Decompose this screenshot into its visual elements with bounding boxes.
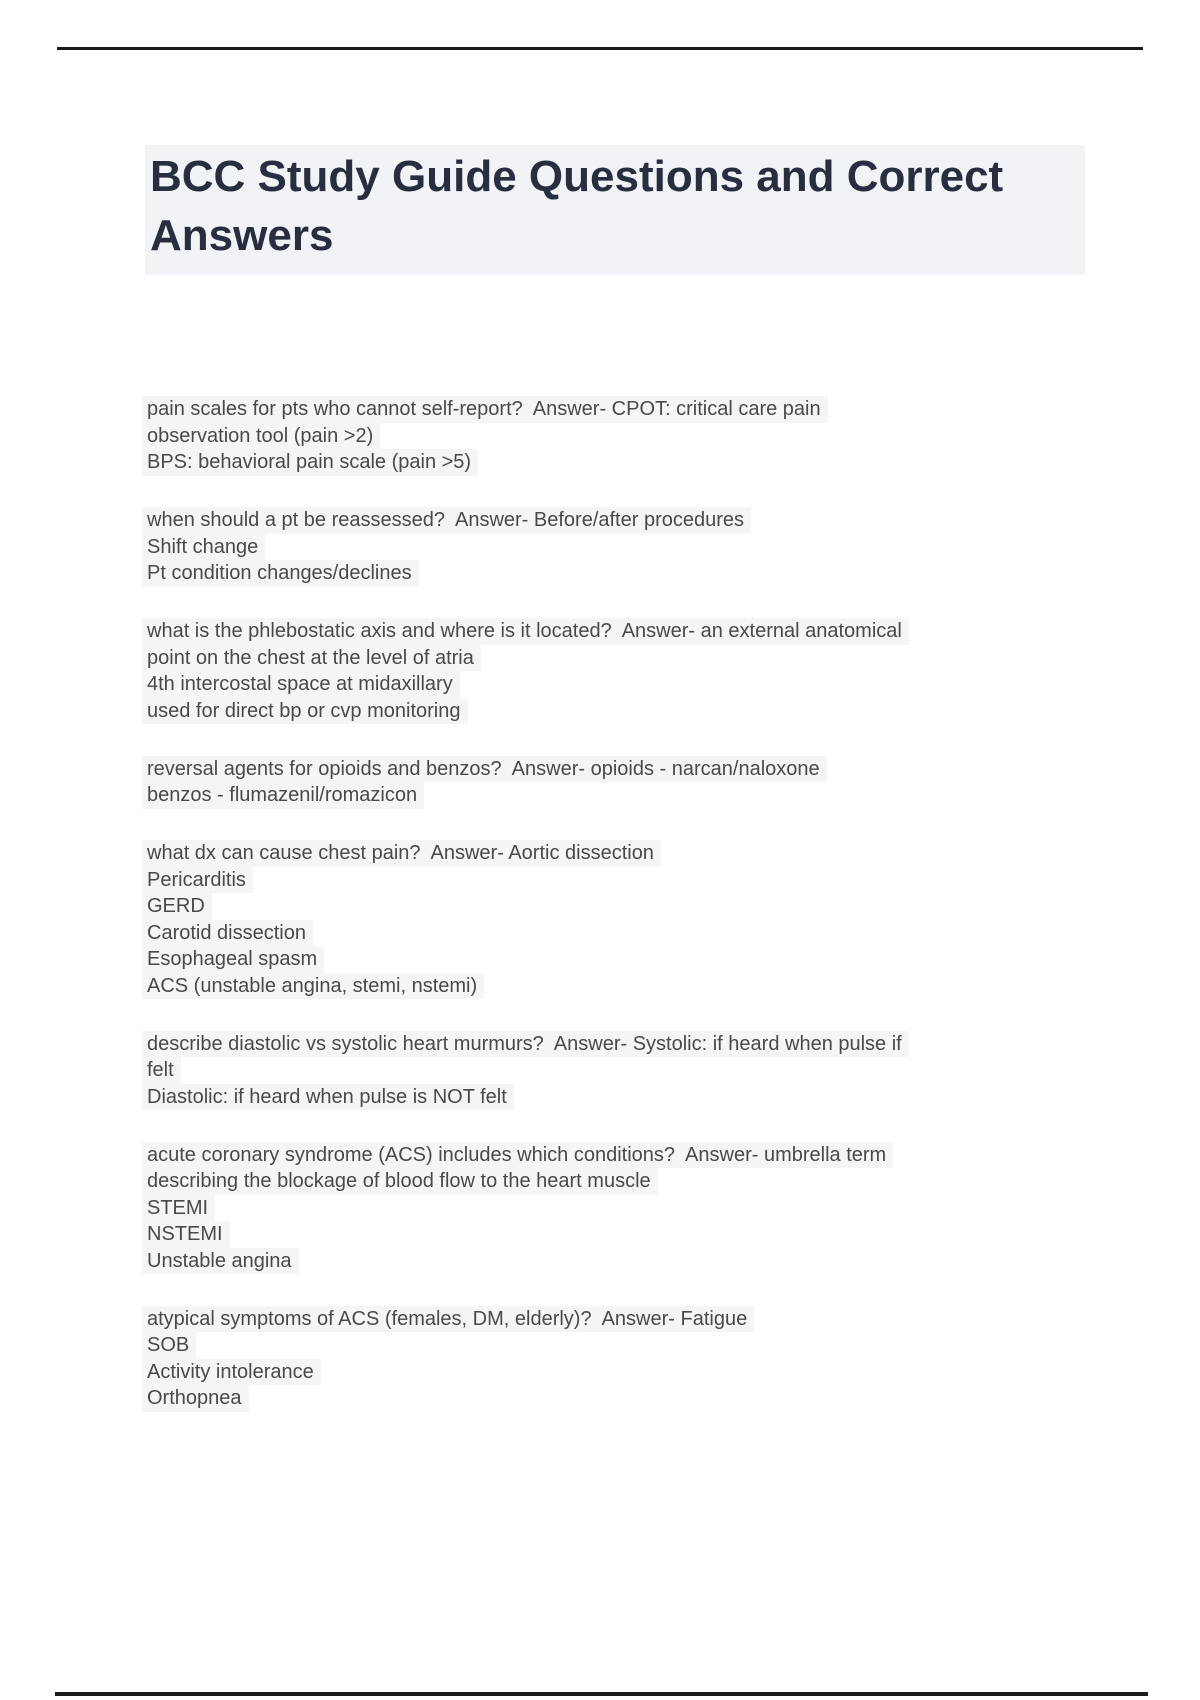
qa-paragraph [142, 618, 1092, 724]
qa-line: when should a pt be reassessed? Answer- Before/after procedures [142, 507, 1092, 534]
qa-line: Pericarditis [142, 867, 1092, 894]
qa-line: used for direct bp or cvp monitoring [142, 698, 1092, 725]
qa-paragraph [142, 396, 1092, 476]
qa-line: Diastolic: if heard when pulse is NOT felt [142, 1084, 1092, 1111]
qa-line: felt [142, 1057, 1092, 1084]
qa-paragraph [142, 840, 1092, 999]
qa-line: 4th intercostal space at midaxillary [142, 671, 1092, 698]
qa-line: BPS: behavioral pain scale (pain >5) [142, 449, 1092, 476]
qa-line: atypical symptoms of ACS (females, DM, elderly)? Answer- Fatigue [142, 1306, 1092, 1333]
qa-line: pain scales for pts who cannot self-report? Answer- CPOT: critical care pain [142, 396, 1092, 423]
document-title: BCC Study Guide Questions and Correct Answers [145, 145, 1085, 275]
qa-line: Esophageal spasm [142, 946, 1092, 973]
qa-line: Pt condition changes/declines [142, 560, 1092, 587]
qa-line: SOB [142, 1332, 1092, 1359]
qa-content [142, 396, 1092, 1443]
qa-line: what dx can cause chest pain? Answer- Aortic dissection [142, 840, 1092, 867]
qa-line: Carotid dissection [142, 920, 1092, 947]
qa-line: reversal agents for opioids and benzos? Answer- opioids - narcan/naloxone [142, 756, 1092, 783]
qa-line: STEMI [142, 1195, 1092, 1222]
qa-paragraph [142, 1031, 1092, 1111]
qa-paragraph [142, 507, 1092, 587]
qa-line: acute coronary syndrome (ACS) includes which conditions? Answer- umbrella term [142, 1142, 1092, 1169]
top-border-line [57, 47, 1143, 50]
qa-line: Shift change [142, 534, 1092, 561]
qa-line: Activity intolerance [142, 1359, 1092, 1386]
qa-line: ACS (unstable angina, stemi, nstemi) [142, 973, 1092, 1000]
qa-paragraph [142, 1142, 1092, 1275]
qa-line: GERD [142, 893, 1092, 920]
bottom-border-line [55, 1692, 1148, 1696]
qa-line: point on the chest at the level of atria [142, 645, 1092, 672]
qa-paragraph [142, 1306, 1092, 1412]
qa-paragraph [142, 756, 1092, 809]
qa-line: Unstable angina [142, 1248, 1092, 1275]
qa-line: benzos - flumazenil/romazicon [142, 782, 1092, 809]
qa-line: NSTEMI [142, 1221, 1092, 1248]
qa-line: Orthopnea [142, 1385, 1092, 1412]
qa-line: what is the phlebostatic axis and where is it located? Answer- an external anatomical [142, 618, 1092, 645]
qa-line: observation tool (pain >2) [142, 423, 1092, 450]
qa-line: describe diastolic vs systolic heart murmurs? Answer- Systolic: if heard when pulse if [142, 1031, 1092, 1058]
qa-line: describing the blockage of blood flow to the heart muscle [142, 1168, 1092, 1195]
